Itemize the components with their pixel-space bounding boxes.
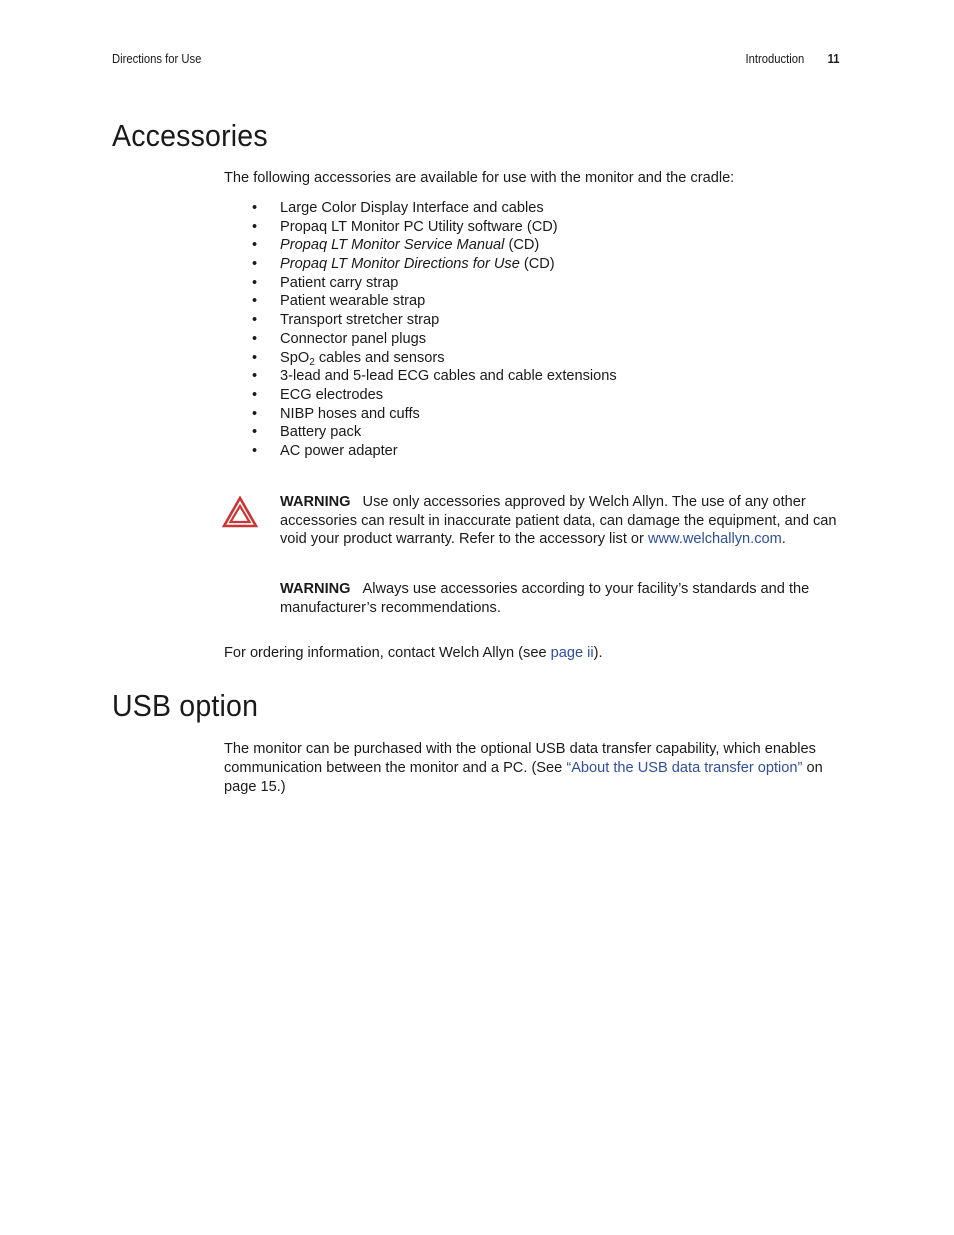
list-item: • Patient carry strap [252,274,399,291]
accessories-intro: The following accessories are available for use with the monitor and the cradle: [224,170,735,186]
running-header-right [746,52,840,66]
bullet: • [252,293,258,310]
accessories-heading: Accessories [112,118,268,153]
warning-label: WARNING [280,494,351,510]
bullet: • [252,386,258,403]
ordering-information: For ordering information, contact Welch Allyn (see page ii). [224,645,603,661]
warning-facility-standards: WARNING Always use accessories according to your facility’s standards and the manufacturer’s recommendations. [280,581,810,616]
bullet: • [252,256,258,273]
bullet: • [252,218,258,235]
bullet: • [252,237,258,254]
bullet: • [252,349,258,366]
list-item: • Large Color Display Interface and cables [252,200,544,216]
bullet: • [252,200,258,216]
list-item: • Connector panel plugs [252,330,427,347]
bullet: • [252,330,258,347]
usb-transfer-option-link[interactable]: “About the USB data transfer option” [566,760,803,776]
welchallyn-website-link[interactable]: www.welchallyn.com [647,531,782,548]
page-ii-link[interactable]: page ii [550,645,594,661]
bullet: • [252,424,258,441]
running-header-section: Introduction [745,52,805,66]
usb-option-heading: USB option [112,688,259,723]
list-item: • ECG electrodes [252,386,384,403]
list-item: • Propaq LT Monitor Directions for Use (CD) [252,256,555,273]
accessories-list [252,199,617,461]
warning-triangle-icon [222,496,258,528]
list-item: • Patient wearable strap [252,293,426,310]
list-item: • SpO$_2$ cables and sensors [252,349,445,368]
bullet: • [252,312,258,329]
list-item: • 3-lead and 5-lead ECG cables and cable extensions [252,368,617,385]
bullet: • [252,405,258,422]
list-item: • AC power adapter [252,442,398,459]
list-item: • Propaq LT Monitor Service Manual (CD) [252,237,540,254]
list-item: • Propaq LT Monitor PC Utility software (CD) [252,218,558,235]
page-number: 11 [828,52,840,66]
running-header-title: Directions for Use [112,52,202,66]
bullet: • [252,368,258,385]
list-item: • Battery pack [252,424,362,441]
usb-option-description: The monitor can be purchased with the optional USB data transfer capability, which enables communication between the monitor and a PC. (See “About the USB data transfer option” on page 15.) [224,741,823,795]
bullet: • [252,442,258,459]
bullet: • [252,274,258,291]
warning-label: WARNING [280,581,351,597]
list-item: • Transport stretcher strap [252,312,440,329]
warning-accessories-approval: WARNING Use only accessories approved by Welch Allyn. The use of any other accessories can result in inaccurate patient data, can damage the equipment, and can void your product warranty. Refer to the accessory list or www.welchallyn.com. [280,494,837,548]
list-item: • NIBP hoses and cuffs [252,405,420,422]
